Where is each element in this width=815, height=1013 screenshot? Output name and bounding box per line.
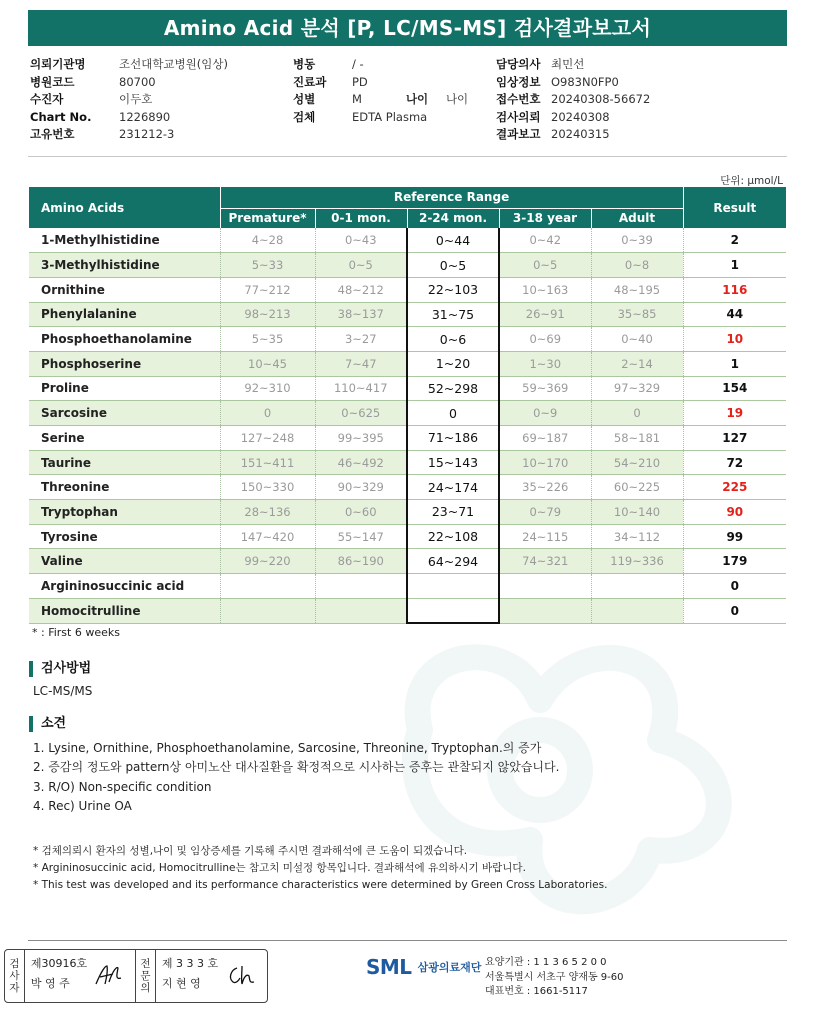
info-row-ward [293, 56, 468, 74]
reference-range-cell: 92~310 [220, 376, 315, 401]
table-row [29, 277, 786, 302]
reference-range-cell: 0~79 [499, 500, 591, 525]
info-label: 수진자 [30, 92, 64, 107]
info-label: 나이 [405, 92, 429, 107]
finding-line: 1. Lysine, Ornithine, Phosphoethanolamine, Sarcosine, Threonine, Tryptophan.의 증가 [33, 741, 542, 755]
amino-acid-name: 3-Methylhistidine [29, 253, 220, 278]
info-value: 231212-3 [119, 127, 175, 142]
reference-range-cell: 0~40 [591, 327, 683, 352]
reference-range-cell: 1~20 [407, 351, 499, 376]
result-value: 72 [683, 450, 786, 475]
footer-divider [28, 940, 787, 941]
col-header-adult: Adult [591, 208, 683, 228]
note-line: * This test was developed and its performance characteristics were determined by Green Cross Laboratories. [33, 879, 608, 891]
reference-range-cell: 0 [220, 401, 315, 426]
reference-range-cell: 147~420 [220, 524, 315, 549]
result-value: 116 [683, 277, 786, 302]
reviewer-name: 지 현 영 [161, 977, 201, 990]
info-label: 성별 [293, 92, 316, 107]
result-value: 154 [683, 376, 786, 401]
reference-range-cell: 38~137 [315, 302, 407, 327]
reference-range-cell: 90~329 [315, 475, 407, 500]
table-row [29, 302, 786, 327]
info-label: 임상정보 [496, 74, 541, 89]
reference-range-cell: 0~42 [499, 228, 591, 253]
reference-range-cell: 0~44 [407, 228, 499, 253]
patient-info-column-1 [30, 56, 228, 144]
lab-info-line: 서울특별시 서초구 양재동 9-60 [485, 971, 624, 983]
amino-acid-name: Argininosuccinic acid [29, 574, 220, 599]
patient-info-column-2 [293, 56, 468, 126]
reference-range-cell: 22~103 [407, 277, 499, 302]
table-row [29, 574, 786, 599]
info-divider [28, 156, 787, 157]
info-label: 의뢰기관명 [30, 57, 86, 71]
reference-range-cell [220, 598, 315, 623]
findings-list [33, 739, 559, 816]
reference-range-cell: 60~225 [591, 475, 683, 500]
table-footnote: * : First 6 weeks [32, 626, 120, 639]
table-row [29, 475, 786, 500]
reference-range-cell: 35~226 [499, 475, 591, 500]
reference-range-cell: 5~35 [220, 327, 315, 352]
reference-range-cell: 2~14 [591, 351, 683, 376]
info-label: 병동 [293, 57, 316, 71]
lab-info-line: 요양기관 : 1 1 3 6 5 2 0 0 [485, 957, 607, 968]
info-value: 조선대학교병원(임상) [119, 57, 228, 71]
info-value: O983N0FP0 [551, 74, 619, 89]
reference-range-cell: 46~492 [315, 450, 407, 475]
col-header-reference-range: Reference Range [220, 187, 683, 208]
result-value: 2 [683, 228, 786, 253]
reference-range-cell [407, 598, 499, 623]
reference-range-cell: 52~298 [407, 376, 499, 401]
info-row-doctor [496, 56, 650, 74]
info-label: 고유번호 [30, 127, 75, 142]
reference-range-cell: 59~369 [499, 376, 591, 401]
reference-range-cell [499, 574, 591, 599]
reference-range-cell: 0~625 [315, 401, 407, 426]
reference-range-cell: 0~5 [499, 253, 591, 278]
info-row-clinical-info [496, 74, 650, 92]
reference-range-cell: 64~294 [407, 549, 499, 574]
method-text: LC-MS/MS [33, 684, 93, 698]
reviewer-signature-cell [156, 950, 267, 1002]
result-value: 0 [683, 574, 786, 599]
info-row-department [293, 74, 468, 92]
lab-info-line: 대표번호 : 1661-5117 [485, 986, 588, 997]
reference-range-cell: 28~136 [220, 500, 315, 525]
table-row [29, 351, 786, 376]
col-header-3-18-year: 3-18 year [499, 208, 591, 228]
table-row [29, 376, 786, 401]
unit-label: 단위: μmol/L [720, 175, 783, 187]
table-row [29, 450, 786, 475]
col-header-amino-acids: Amino Acids [29, 187, 220, 228]
patient-info-column-3 [496, 56, 650, 144]
reference-range-cell: 22~108 [407, 524, 499, 549]
lab-logo-name: 삼광의료재단 [417, 961, 482, 974]
amino-acid-table [29, 187, 786, 624]
reference-range-cell: 0~8 [591, 253, 683, 278]
reference-range-cell [315, 574, 407, 599]
amino-acid-name: Taurine [29, 450, 220, 475]
reference-range-cell: 74~321 [499, 549, 591, 574]
reference-range-cell: 5~33 [220, 253, 315, 278]
reviewer-license-no: 제 3 3 3 호 [161, 957, 219, 970]
table-row [29, 228, 786, 253]
reference-range-cell: 7~47 [315, 351, 407, 376]
findings-heading: 소견 [29, 716, 66, 732]
reference-range-cell: 3~27 [315, 327, 407, 352]
info-row-chart-no [30, 109, 228, 127]
info-value: 1226890 [119, 109, 171, 124]
info-value: 나이 [445, 92, 469, 107]
result-value: 10 [683, 327, 786, 352]
reference-range-cell: 71~186 [407, 426, 499, 451]
report-title: Amino Acid 분석 [P, LC/MS-MS] 검사결과보고서 [28, 10, 787, 46]
info-label: 병원코드 [30, 74, 75, 89]
info-value: 20240308 [551, 109, 610, 124]
amino-acid-name: Tryptophan [29, 500, 220, 525]
info-row-report-date [496, 126, 650, 144]
amino-acid-name: Phosphoserine [29, 351, 220, 376]
reference-range-cell: 26~91 [499, 302, 591, 327]
reference-range-cell: 77~212 [220, 277, 315, 302]
col-header-0-1-mon: 0-1 mon. [315, 208, 407, 228]
info-row-receipt-no [496, 91, 650, 109]
reference-range-cell: 110~417 [315, 376, 407, 401]
notes-list [33, 843, 607, 894]
reference-range-cell [591, 598, 683, 623]
result-value: 99 [683, 524, 786, 549]
reference-range-cell [407, 574, 499, 599]
info-label: 담당의사 [496, 57, 541, 71]
info-value: M [352, 92, 362, 107]
reference-range-cell: 0~9 [499, 401, 591, 426]
reference-range-cell: 0~60 [315, 500, 407, 525]
reference-range-cell: 23~71 [407, 500, 499, 525]
info-value: 최민선 [551, 57, 585, 71]
info-value: 20240308-56672 [551, 92, 651, 107]
table-row [29, 253, 786, 278]
method-heading: 검사방법 [29, 661, 91, 677]
info-row-patient [30, 91, 228, 109]
amino-acid-name: Valine [29, 549, 220, 574]
info-label: 검체 [293, 109, 316, 124]
reference-range-cell: 0~69 [499, 327, 591, 352]
table-row [29, 327, 786, 352]
finding-line: 4. Rec) Urine OA [33, 798, 132, 813]
reference-range-cell: 10~45 [220, 351, 315, 376]
col-header-result: Result [683, 187, 786, 228]
table-row [29, 401, 786, 426]
reference-range-cell: 31~75 [407, 302, 499, 327]
info-row-hospital-code [30, 74, 228, 92]
reference-range-cell: 86~190 [315, 549, 407, 574]
reference-range-cell: 99~220 [220, 549, 315, 574]
reference-range-cell: 10~170 [499, 450, 591, 475]
info-row-sex-age [293, 91, 468, 109]
reviewer-label: 전 문 의 [136, 950, 156, 1002]
reference-range-cell: 24~174 [407, 475, 499, 500]
signature-box [4, 949, 268, 1003]
info-value: 이두호 [119, 92, 153, 107]
result-value: 127 [683, 426, 786, 451]
info-value: EDTA Plasma [352, 109, 428, 124]
table-row [29, 500, 786, 525]
info-row-request-date [496, 109, 650, 127]
reference-range-cell: 15~143 [407, 450, 499, 475]
table-row [29, 524, 786, 549]
lab-logo [366, 955, 481, 979]
amino-acid-name: Phenylalanine [29, 302, 220, 327]
reference-range-cell: 35~85 [591, 302, 683, 327]
note-line: * Argininosuccinic acid, Homocitrulline는 참고치 미설정 항목입니다. 결과해석에 유의하시기 바랍니다. [33, 862, 526, 874]
info-row-institution [30, 56, 228, 74]
reference-range-cell: 99~395 [315, 426, 407, 451]
lab-contact-info [485, 956, 624, 1000]
reference-range-cell: 0 [407, 401, 499, 426]
info-row-unique-no [30, 126, 228, 144]
amino-acid-name: Tyrosine [29, 524, 220, 549]
reference-range-cell: 127~248 [220, 426, 315, 451]
info-label: 접수번호 [496, 92, 541, 107]
reference-range-cell: 97~329 [591, 376, 683, 401]
reference-range-cell: 58~181 [591, 426, 683, 451]
lab-logo-mark: SML [366, 955, 412, 979]
col-header-2-24-mon: 2-24 mon. [407, 208, 499, 228]
reference-range-cell: 119~336 [591, 549, 683, 574]
table-row [29, 426, 786, 451]
reference-range-cell: 0~5 [315, 253, 407, 278]
tester-signature [93, 962, 125, 988]
result-value: 90 [683, 500, 786, 525]
result-value: 1 [683, 351, 786, 376]
result-value: 0 [683, 598, 786, 623]
amino-acid-name: 1-Methylhistidine [29, 228, 220, 253]
amino-acid-name: Threonine [29, 475, 220, 500]
table-row [29, 549, 786, 574]
reference-range-cell [315, 598, 407, 623]
tester-label: 검 사 자 [5, 950, 25, 1002]
reference-range-cell: 151~411 [220, 450, 315, 475]
amino-acid-name: Serine [29, 426, 220, 451]
reference-range-cell: 54~210 [591, 450, 683, 475]
col-header-premature: Premature* [220, 208, 315, 228]
tester-signature-cell [25, 950, 136, 1002]
reference-range-cell [220, 574, 315, 599]
amino-acid-name: Proline [29, 376, 220, 401]
info-value: / - [352, 57, 364, 71]
reference-range-cell: 0~43 [315, 228, 407, 253]
reference-range-cell: 10~140 [591, 500, 683, 525]
reference-range-cell: 98~213 [220, 302, 315, 327]
reference-range-cell: 10~163 [499, 277, 591, 302]
reference-range-cell: 0~6 [407, 327, 499, 352]
reference-range-cell: 48~212 [315, 277, 407, 302]
info-label: 검사의뢰 [496, 109, 541, 124]
result-value: 225 [683, 475, 786, 500]
info-row-specimen [293, 109, 468, 127]
reference-range-cell: 4~28 [220, 228, 315, 253]
reviewer-signature [225, 962, 257, 988]
reference-range-cell: 0~39 [591, 228, 683, 253]
info-value: PD [352, 74, 368, 89]
info-label: 결과보고 [496, 127, 541, 142]
reference-range-cell [499, 598, 591, 623]
reference-range-cell: 150~330 [220, 475, 315, 500]
finding-line: 2. 증감의 정도와 pattern상 아미노산 대사질환을 확정적으로 시사하는 증후는 관찰되지 않았습니다. [33, 760, 560, 775]
finding-line: 3. R/O) Non-specific condition [33, 779, 212, 794]
reference-range-cell [591, 574, 683, 599]
reference-range-cell: 1~30 [499, 351, 591, 376]
result-value: 44 [683, 302, 786, 327]
info-value: 20240315 [551, 127, 610, 142]
tester-license-no: 제30916호 [30, 957, 88, 970]
tester-name: 박 영 주 [30, 977, 70, 990]
amino-acid-name: Homocitrulline [29, 598, 220, 623]
info-label: 진료과 [293, 74, 327, 89]
info-value: 80700 [119, 74, 156, 89]
result-value: 19 [683, 401, 786, 426]
result-value: 1 [683, 253, 786, 278]
info-label: Chart No. [30, 109, 92, 124]
reference-range-cell: 0 [591, 401, 683, 426]
amino-acid-name: Sarcosine [29, 401, 220, 426]
note-line: * 검체의뢰시 환자의 성별,나이 및 임상증세를 기록해 주시면 결과해석에 큰 도움이 되겠습니다. [33, 845, 468, 857]
reference-range-cell: 48~195 [591, 277, 683, 302]
reference-range-cell: 69~187 [499, 426, 591, 451]
amino-acid-name: Phosphoethanolamine [29, 327, 220, 352]
table-row [29, 598, 786, 623]
reference-range-cell: 55~147 [315, 524, 407, 549]
reference-range-cell: 0~5 [407, 253, 499, 278]
reference-range-cell: 34~112 [591, 524, 683, 549]
reference-range-cell: 24~115 [499, 524, 591, 549]
amino-acid-name: Ornithine [29, 277, 220, 302]
result-value: 179 [683, 549, 786, 574]
